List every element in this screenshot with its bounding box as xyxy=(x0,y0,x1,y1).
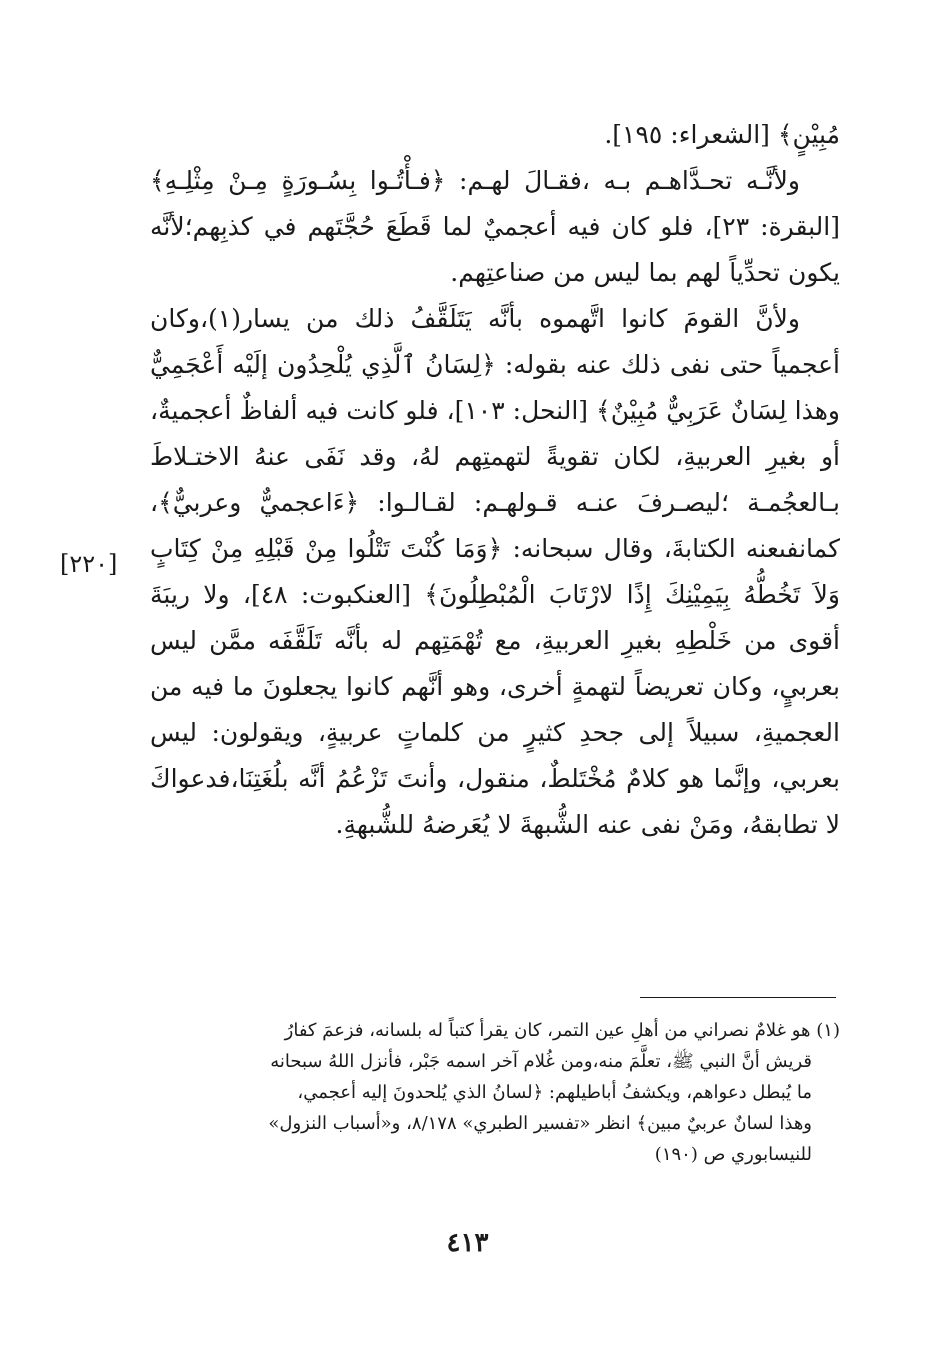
footnote-block xyxy=(150,1015,840,1170)
paragraph-accusation: ولأنَّ القومَ كانوا اتَّهموه بأنَّه يَتَلَقَّفُ ذلك من يسار(١)،وكان أعجمياً حتى نفى ذلك عنه بقوله: ﴿لِسَانُ ٱلَّذِي يُلْحِدُون إلَيْه أَعْجَمِيٌّ وهذا لِسَانٌ عَرَبِيٌّ مُبِيْنٌ﴾ [النحل: ١٠٣]، فلو كانت فيه ألفاظٌ أعجميةٌ، أو بغيرِ العربيةِ، لكان تقويةً لتهمتِهم لهُ، وقد نَفَى عنهُ الاختـلاطَ بـالعجُمـة ؛ليصـرفَ عنـه قـولهـم: لقـالـوا: ﴿ءَاعجميٌّ وعربيٌّ﴾، كمانفىعنه الكتابةَ، وقال سبحانه: ﴿وَمَا كُنْتَ تَتْلُوا مِنْ قَبْلِهِ مِنْ كِتَابٍ وَلاَ تَخُطُّهُ بِيَمِيْنِكَ إِذًا لارْتَابَ الْمُبْطِلُونَ﴾ [العنكبوت: ٤٨]، ولا ريبَةَ أقوى من خَلْطِهِ بغيرِ العربيةِ، مع تُهْمَتِهم له بأنَّه تَلَقَّفَه ممَّن ليس بعربيٍ، وكان تعريضاً لتهمةٍ أخرى، وهو أنَّهم كانوا يجعلونَ ما فيه من العجميةِ، سبيلاً إلى جحدِ كثيرٍ من كلماتٍ عربيةٍ، ويقولون: ليس بعربي، وإنَّما هو كلامٌ مُخْتَلطٌ، منقول، وأنتَ تَزْعُمُ أنَّه بلُغَتِنَا،فدعواكَ لا تطابقهُ، ومَنْ نفى عنه الشُّبهةَ لا يُعَرضهُ للشُّبهةِ. xyxy=(150,304,840,839)
footnote-line: للنيسابوري ص (١٩٠) xyxy=(654,1144,812,1165)
paragraph-challenge: ولأنَّـه تحـدَّاهـم بـه ،فقـالَ لهـم: ﴿فـأْتُـوا بِسُـورَةٍ مِـنْ مِثْلِـهِ﴾ [البقرة: ٢٣]، فلو كان فيه أعجميٌ لما قَطَعَ حُجَّتَهم في كذبِهم؛لأنَّه يكون تحدِّياً لهم بما ليس من صناعتِهم. xyxy=(150,166,840,287)
footnote-line: قريش أنَّ النبي ﷺ، تعلَّمَ منه،ومن غُلام آخر اسمه جَبْر، فأنزل اللهُ سبحانه xyxy=(270,1051,812,1072)
margin-page-marker: [٢٢٠] xyxy=(60,550,118,578)
page-number: ٤١٣ xyxy=(446,1228,489,1258)
main-text-block xyxy=(150,112,840,848)
footnote-line: وهذا لسانٌ عربيٌ مبين﴾ انظر «تفسير الطبري» ٨/١٧٨، و«أسباب النزول» xyxy=(268,1113,812,1134)
footnote-line: (١) هو غلامٌ نصراني من أهلِ عين التمر، كان يقرأ كتباً له بلسانه، فزعمَ كفارُ xyxy=(284,1020,840,1041)
footnote-line: ما يُبطل دعواهم، ويكشفُ أباطيلهم: ﴿لسانُ الذي يُلحدونَ إليه أعجمي، xyxy=(297,1082,812,1103)
paragraph-continuation: مُبِيْنٍ﴾ [الشعراء: ١٩٥]. xyxy=(604,120,840,149)
footnote-separator xyxy=(640,997,836,998)
